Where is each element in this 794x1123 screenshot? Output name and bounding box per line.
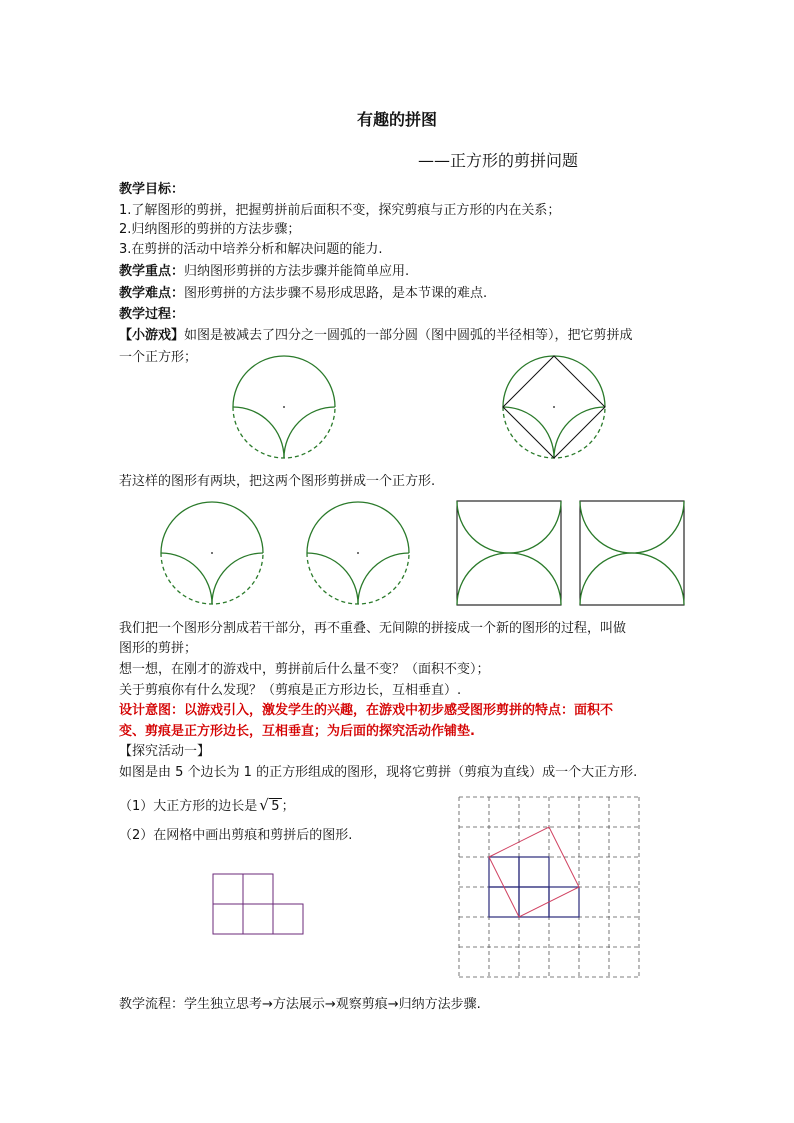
assembly-arc-2 <box>632 501 684 553</box>
design-intent-line2: 变、剪痕是正方形边长，互相垂直；为后面的探究活动作铺垫. <box>119 724 475 739</box>
figure-circle-with-square <box>502 355 606 459</box>
activity-question-2: （2）在网格中画出剪痕和剪拼后的图形. <box>119 828 353 843</box>
figure-solution-grid <box>459 797 639 977</box>
game-text-1: 如图是被减去了四分之一圆弧的一部分圆（图中圆弧的半径相等），把它剪拼成 <box>184 328 633 343</box>
figure-solid-arc <box>161 502 263 553</box>
game-bracket-label: 【小游戏】 <box>119 328 185 343</box>
assembly-bottom-arc <box>457 553 561 605</box>
figure-solid-arc <box>503 356 605 407</box>
figure-inner-arc-left <box>307 553 358 604</box>
two-pieces-text: 若这样的图形有两块，把这两个图形剪拼成一个正方形. <box>119 474 436 489</box>
activity-heading: 【探究活动一】 <box>119 744 211 759</box>
figure-square-assembly-a <box>456 500 562 606</box>
figure-cut-circle-a <box>160 501 264 605</box>
unit-square <box>243 904 273 934</box>
figure-center-dot <box>357 552 359 554</box>
key-point-text: 归纳图形剪拼的方法步骤并能简单应用. <box>184 264 410 279</box>
figure-center-dot <box>283 406 285 408</box>
figure-inner-arc-right <box>212 553 263 604</box>
q1-suffix: ； <box>281 799 295 814</box>
figure-inner-arc-right <box>284 407 335 458</box>
assembly-top-arc <box>457 501 561 553</box>
unit-square <box>213 874 243 904</box>
game-intro-line2: 一个正方形； <box>119 350 198 365</box>
design-intent-line1: 设计意图：以游戏引入，激发学生的兴趣，在游戏中初步感受图形剪拼的特点：面积不 <box>119 703 614 718</box>
activity-question-1 <box>119 798 295 816</box>
objective-item-2: 2.归纳图形的剪拼的方法步骤； <box>119 222 301 237</box>
figure-inner-arc-left <box>233 407 284 458</box>
figure-inner-arc-right <box>358 553 409 604</box>
question-1: 想一想，在刚才的游戏中，剪拼前后什么量不变？（面积不变）； <box>119 662 490 677</box>
difficulty-text: 图形剪拼的方法步骤不易形成思路，是本节课的难点. <box>184 286 488 301</box>
radical-sign-icon: √ <box>259 796 269 814</box>
unit-square <box>213 904 243 934</box>
original-shape <box>489 857 579 917</box>
figure-center-dot <box>211 552 213 554</box>
objective-item-1: 1.了解图形的剪拼，把握剪拼前后面积不变，探究剪痕与正方形的内在关系； <box>119 203 561 218</box>
page-title: 有趣的拼图 <box>356 110 437 129</box>
definition-line1: 我们把一个图形分割成若干部分，再不重叠、无间隙的拼接成一个新的图形的过程，叫做 <box>119 621 627 636</box>
definition-line2: 图形的剪拼； <box>119 641 198 656</box>
figure-inner-arc-left <box>161 553 212 604</box>
q1-prefix: （1）大正方形的边长是 <box>119 799 258 814</box>
figure-five-squares <box>212 873 304 935</box>
page-subtitle: ——正方形的剪拼问题 <box>418 151 579 170</box>
activity-intro: 如图是由 5 个边长为 1 的正方形组成的图形，现将它剪拼（剪痕为直线）成一个大正方形. <box>119 765 638 780</box>
unit-square <box>273 904 303 934</box>
figure-solid-arc <box>307 502 409 553</box>
assembly-arc-3 <box>580 553 632 605</box>
sqrt-expression <box>259 798 281 816</box>
unit-square <box>243 874 273 904</box>
cut-square <box>489 827 579 917</box>
objective-item-3: 3.在剪拼的活动中培养分析和解决问题的能力. <box>119 242 383 257</box>
question-2: 关于剪痕你有什么发现？（剪痕是正方形边长，互相垂直）. <box>119 683 462 698</box>
figure-square-assembly-b <box>579 500 685 606</box>
radicand: 5 <box>271 799 280 814</box>
difficulty-label: 教学难点： <box>119 286 185 301</box>
figure-solid-arc <box>233 356 335 407</box>
figure-cut-circle-b <box>306 501 410 605</box>
teaching-flow: 教学流程：学生独立思考→方法展示→观察剪痕→归纳方法步骤. <box>119 997 481 1012</box>
figure-cut-circle <box>232 355 336 459</box>
key-point-label: 教学重点： <box>119 264 185 279</box>
assembly-arc-4 <box>632 553 684 605</box>
process-heading: 教学过程： <box>119 307 185 322</box>
game-intro-line1 <box>119 327 633 345</box>
figure-center-dot <box>553 406 555 408</box>
objectives-heading: 教学目标： <box>119 182 185 197</box>
assembly-arc-1 <box>580 501 632 553</box>
difficulty-line <box>119 285 487 303</box>
key-point-line <box>119 263 409 281</box>
